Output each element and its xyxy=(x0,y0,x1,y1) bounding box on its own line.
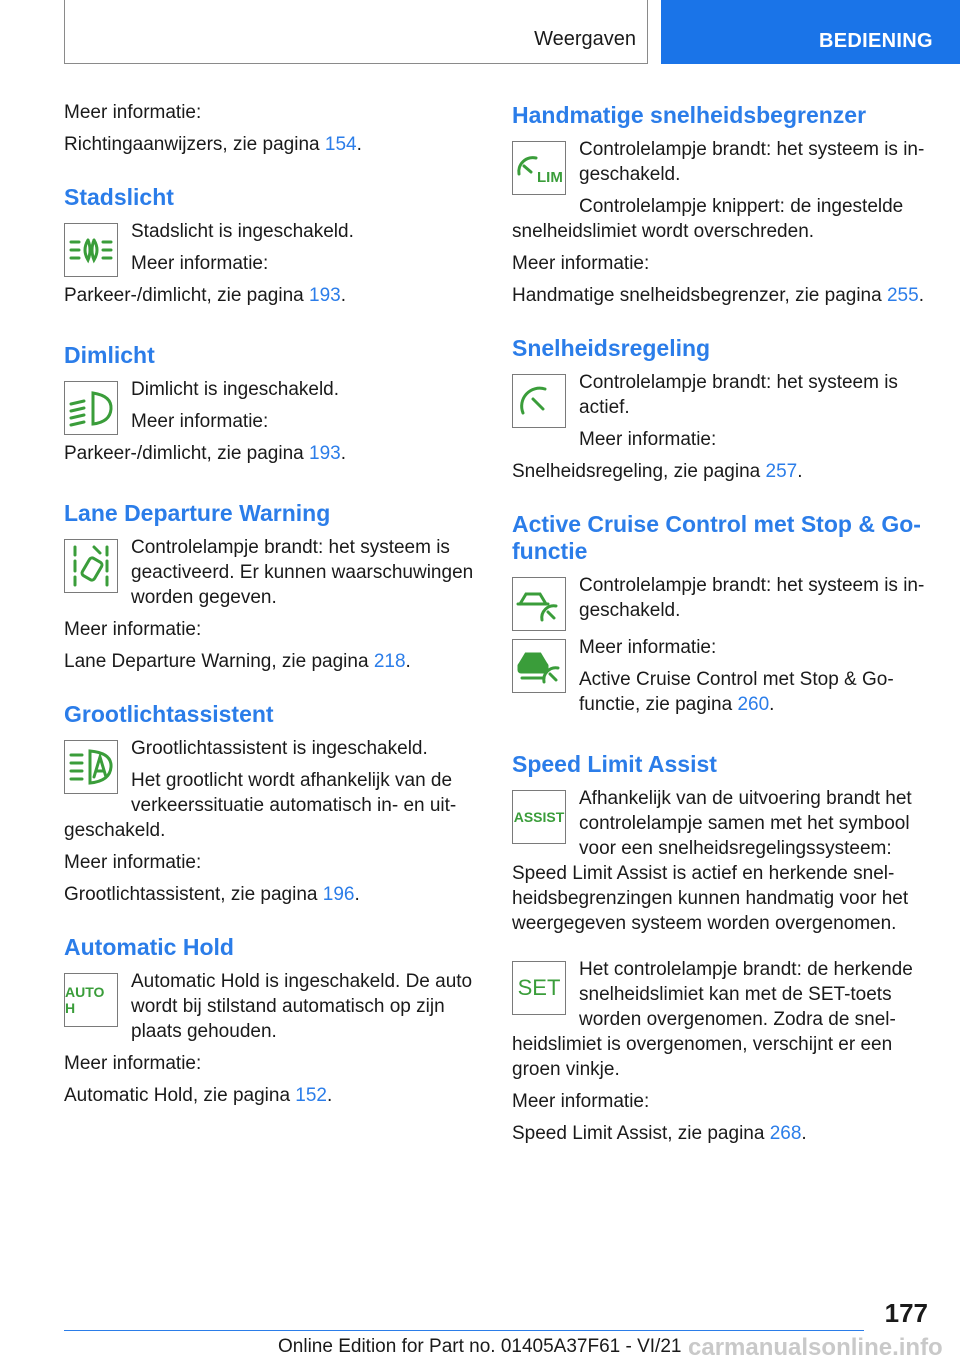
heading-grootlichtassistent: Grootlichtassistent xyxy=(64,701,274,727)
lane-departure-reference: Lane Departure Warning, zie pagina 218. xyxy=(64,651,411,672)
header-chapter-tab: BEDIENING xyxy=(661,0,960,64)
page-link[interactable]: 154 xyxy=(324,134,357,155)
automatic-hold-label: Meer informatie: xyxy=(64,1053,202,1074)
entry-lane-departure xyxy=(64,535,479,617)
heading-stadslicht: Stadslicht xyxy=(64,184,174,210)
speed-limiter-label: Meer informatie: xyxy=(512,253,650,274)
page-link[interactable]: 196 xyxy=(322,884,355,905)
set-icon-label: SET xyxy=(517,975,561,1000)
entry-active-cruise-control xyxy=(512,573,932,635)
automatic-hold-text: Automatic Hold is ingeschakeld. De auto wordt bij stilstand automatisch op zijn plaats gehouden. xyxy=(131,971,473,1042)
acc-label: Meer informatie: xyxy=(579,637,717,658)
speed-limiter-icon xyxy=(512,141,566,195)
entry-active-cruise-control-2 xyxy=(512,635,932,724)
page-link[interactable]: 268 xyxy=(769,1123,802,1144)
entry-stadslicht xyxy=(64,219,479,315)
speed-limit-assist-label: Meer informatie: xyxy=(512,1091,650,1112)
auto-hold-icon-label: AUTO H xyxy=(65,984,105,1016)
speed-limiter-text-2: Controlelampje knippert: de ingestelde snelheidslimiet wordt overschreden. xyxy=(512,196,904,242)
grootlicht-label: Meer informatie: xyxy=(64,852,202,873)
heading-automatic-hold: Automatic Hold xyxy=(64,934,234,960)
heading-dimlicht: Dimlicht xyxy=(64,342,155,368)
entry-cruise-control xyxy=(512,370,932,459)
cruise-control-icon xyxy=(512,374,566,428)
grootlicht-text-2: Het grootlicht wordt afhankelijk van de verkeerssituatie automatisch in- en uit-geschakeld. xyxy=(64,770,457,841)
heading-speed-limit-assist: Speed Limit Assist xyxy=(512,751,717,777)
right-column xyxy=(512,100,932,1153)
grootlicht-reference: Grootlichtassistent, zie pagina 196. xyxy=(64,884,360,905)
entry-automatic-hold xyxy=(64,969,479,1051)
entry-grootlichtassistent xyxy=(64,736,479,850)
heading-speed-limiter: Handmatige snelheidsbegrenzer xyxy=(512,102,867,128)
heading-active-cruise-control: Active Cruise Control met Stop & Go-functie xyxy=(512,511,921,564)
footer-divider xyxy=(64,1330,864,1331)
active-cruise-control-icon xyxy=(512,577,566,631)
high-beam-assistant-icon xyxy=(64,740,118,794)
cruise-control-label: Meer informatie: xyxy=(579,429,717,450)
cruise-control-text: Controlelampje brandt: het systeem is actief. xyxy=(579,372,898,418)
intro-reference: Richtingaanwijzers, zie pagina 154. xyxy=(64,134,362,155)
left-column xyxy=(64,100,479,1115)
page-link[interactable]: 152 xyxy=(295,1085,327,1106)
low-beam-icon xyxy=(64,381,118,435)
page-link[interactable]: 193 xyxy=(309,285,341,306)
parking-light-icon xyxy=(64,223,118,277)
watermark: carmanualsonline.info xyxy=(688,1334,943,1361)
speed-limit-assist-set-text: Het controlelampje brandt: de herkende snelheidslimiet kan met de SET-toets worden overgenomen. Zodra de snel-heidslimiet is overgenomen, verschijnt er een groen vinkje. xyxy=(512,959,913,1080)
dimlicht-reference: Parkeer-/dimlicht, zie pagina 193. xyxy=(64,443,346,464)
page-link[interactable]: 193 xyxy=(309,443,341,464)
heading-lane-departure: Lane Departure Warning xyxy=(64,500,331,526)
acc-reference: Active Cruise Control met Stop & Go-functie, zie pagina 260. xyxy=(579,669,894,715)
cruise-control-reference: Snelheidsregeling, zie pagina 257. xyxy=(512,461,803,482)
speed-limit-assist-text: Afhankelijk van de uitvoering brandt het controlelampje samen met het symbool voor een snelheidsregelingssysteem: Speed Limit Assist is actief en herkende snel-heidsbegrenzingen kunnen handmatig voor het weergegeven systeem worden overgenomen. xyxy=(512,788,912,934)
dimlicht-text: Dimlicht is ingeschakeld. xyxy=(131,379,340,400)
heading-cruise-control: Snelheidsregeling xyxy=(512,335,711,361)
lane-departure-icon xyxy=(64,539,118,593)
grootlicht-text-1: Grootlichtassistent is ingeschakeld. xyxy=(131,738,428,759)
lane-departure-label: Meer informatie: xyxy=(64,619,202,640)
entry-speed-limit-assist-set xyxy=(512,957,932,1089)
page-number: 177 xyxy=(884,1298,928,1328)
footer-edition: Online Edition for Part no. 01405A37F61 - VI/21 xyxy=(278,1336,682,1357)
assist-icon-label: ASSIST xyxy=(513,809,565,825)
stadslicht-text: Stadslicht is ingeschakeld. xyxy=(131,221,354,242)
page-link[interactable]: 257 xyxy=(765,461,798,482)
speed-limiter-icon-label: LIM xyxy=(537,169,563,186)
active-cruise-control-distance-icon xyxy=(512,639,566,693)
speed-limiter-reference: Handmatige snelheidsbegrenzer, zie pagina 255. xyxy=(512,285,924,306)
speed-limit-assist-reference: Speed Limit Assist, zie pagina 268. xyxy=(512,1123,807,1144)
header-section-title: Weergaven xyxy=(534,28,636,50)
page-link[interactable]: 260 xyxy=(737,694,770,715)
page-link[interactable]: 218 xyxy=(373,651,406,672)
automatic-hold-reference: Automatic Hold, zie pagina 152. xyxy=(64,1085,333,1106)
intro-label: Meer informatie: xyxy=(64,102,202,123)
set-icon xyxy=(512,961,566,1015)
speed-limiter-text-1: Controlelampje brandt: het systeem is in-geschakeld. xyxy=(579,139,925,185)
stadslicht-label: Meer informatie: xyxy=(131,253,269,274)
entry-speed-limiter xyxy=(512,137,932,251)
acc-text: Controlelampje brandt: het systeem is in-geschakeld. xyxy=(579,575,925,621)
lane-departure-text: Controlelampje brandt: het systeem is geactiveerd. Er kunnen waarschuwingen worden gegeven. xyxy=(131,537,474,608)
entry-speed-limit-assist xyxy=(512,786,932,943)
stadslicht-reference: Parkeer-/dimlicht, zie pagina 193. xyxy=(64,285,346,306)
auto-hold-icon xyxy=(64,973,118,1027)
assist-icon xyxy=(512,790,566,844)
entry-dimlicht xyxy=(64,377,479,473)
page-link[interactable]: 255 xyxy=(886,285,919,306)
dimlicht-label: Meer informatie: xyxy=(131,411,269,432)
